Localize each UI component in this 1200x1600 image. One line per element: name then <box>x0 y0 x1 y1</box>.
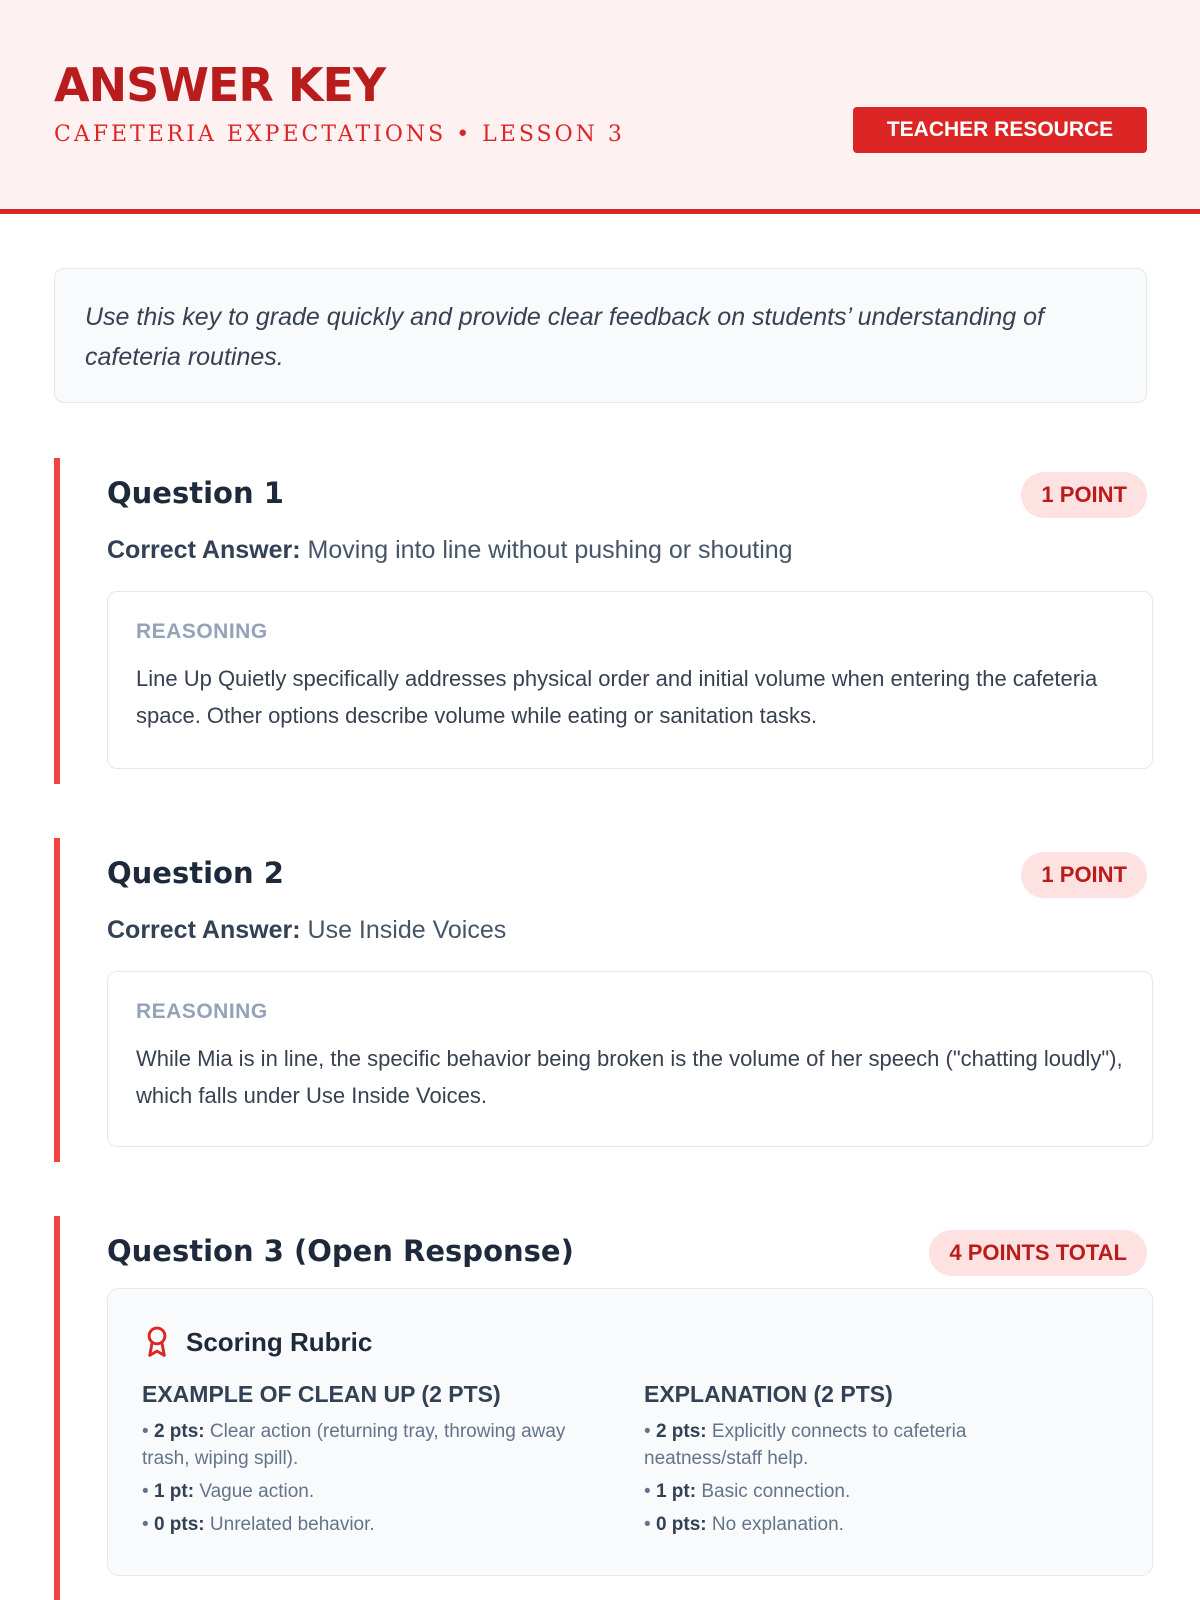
rubric-criterion: Clear action (returning tray, throwing away trash, wiping spill). <box>142 1421 566 1469</box>
rubric-points: 0 pts: <box>655 1514 707 1535</box>
reasoning-label: REASONING <box>136 1000 268 1023</box>
correct-answer-text: Moving into line without pushing or shouting <box>307 536 793 564</box>
scoring-rubric <box>107 1288 1153 1576</box>
rubric-points: 2 pts: <box>655 1421 707 1442</box>
rubric-criterion: Vague action. <box>199 1481 315 1502</box>
reasoning-box <box>107 591 1153 769</box>
points-badge: 4 POINTS TOTAL <box>929 1230 1147 1276</box>
question-2-card <box>54 838 1147 1162</box>
rubric-column-cleanup <box>142 1381 572 1544</box>
reasoning-text: While Mia is in line, the specific behavior being broken is the volume of her speech ("chatting loudly"), which falls under Use Inside Voices. <box>136 1046 1123 1108</box>
rubric-column-title: EXAMPLE OF CLEAN UP (2 PTS) <box>142 1381 501 1407</box>
rubric-item: • 0 pts: No explanation. <box>644 1514 844 1535</box>
intro-note: Use this key to grade quickly and provide clear feedback on students’ understanding of cafeteria routines. <box>54 268 1147 403</box>
question-title: Question 3 (Open Response) <box>107 1234 574 1268</box>
page-title: ANSWER KEY <box>54 58 386 112</box>
question-3-card <box>54 1216 1147 1600</box>
rubric-criterion: Unrelated behavior. <box>209 1514 375 1535</box>
page-subtitle: CAFETERIA EXPECTATIONS • LESSON 3 <box>54 122 625 147</box>
points-badge: 1 POINT <box>1021 472 1147 518</box>
rubric-points: 1 pt: <box>655 1481 697 1502</box>
rubric-column-title: EXPLANATION (2 PTS) <box>644 1381 893 1407</box>
rubric-item: • 0 pts: Unrelated behavior. <box>142 1514 375 1535</box>
rubric-points: 0 pts: <box>153 1514 205 1535</box>
correct-answer <box>107 536 793 565</box>
points-badge: 1 POINT <box>1021 852 1147 898</box>
award-ribbon-icon <box>142 1325 172 1359</box>
correct-answer-text: Use Inside Voices <box>307 916 507 944</box>
rubric-item: • 2 pts: Explicitly connects to cafeteria neatness/staff help. <box>644 1421 967 1469</box>
reasoning-text: Line Up Quietly specifically addresses physical order and initial volume when entering the cafeteria space. Other options describe volume while eating or sanitation tasks. <box>136 666 1098 728</box>
rubric-title: Scoring Rubric <box>186 1326 373 1357</box>
question-1-card <box>54 458 1147 784</box>
rubric-criterion: No explanation. <box>711 1514 844 1535</box>
teacher-resource-badge: TEACHER RESOURCE <box>853 107 1147 153</box>
rubric-criterion: Explicitly connects to cafeteria neatness/staff help. <box>644 1421 967 1469</box>
rubric-column-explanation <box>644 1381 1074 1544</box>
question-title: Question 2 <box>107 856 284 890</box>
correct-answer <box>107 916 506 945</box>
rubric-header <box>142 1325 372 1359</box>
reasoning-label: REASONING <box>136 620 268 643</box>
rubric-item: • 1 pt: Vague action. <box>142 1481 315 1502</box>
correct-answer-label: Correct Answer: <box>107 916 301 944</box>
reasoning-box <box>107 971 1153 1147</box>
correct-answer-label: Correct Answer: <box>107 536 301 564</box>
question-title: Question 1 <box>107 476 284 510</box>
page-header <box>0 0 1200 214</box>
rubric-item: • 1 pt: Basic connection. <box>644 1481 851 1502</box>
rubric-points: 1 pt: <box>153 1481 195 1502</box>
rubric-criterion: Basic connection. <box>701 1481 851 1502</box>
rubric-item: • 2 pts: Clear action (returning tray, throwing away trash, wiping spill). <box>142 1421 566 1469</box>
rubric-points: 2 pts: <box>153 1421 205 1442</box>
